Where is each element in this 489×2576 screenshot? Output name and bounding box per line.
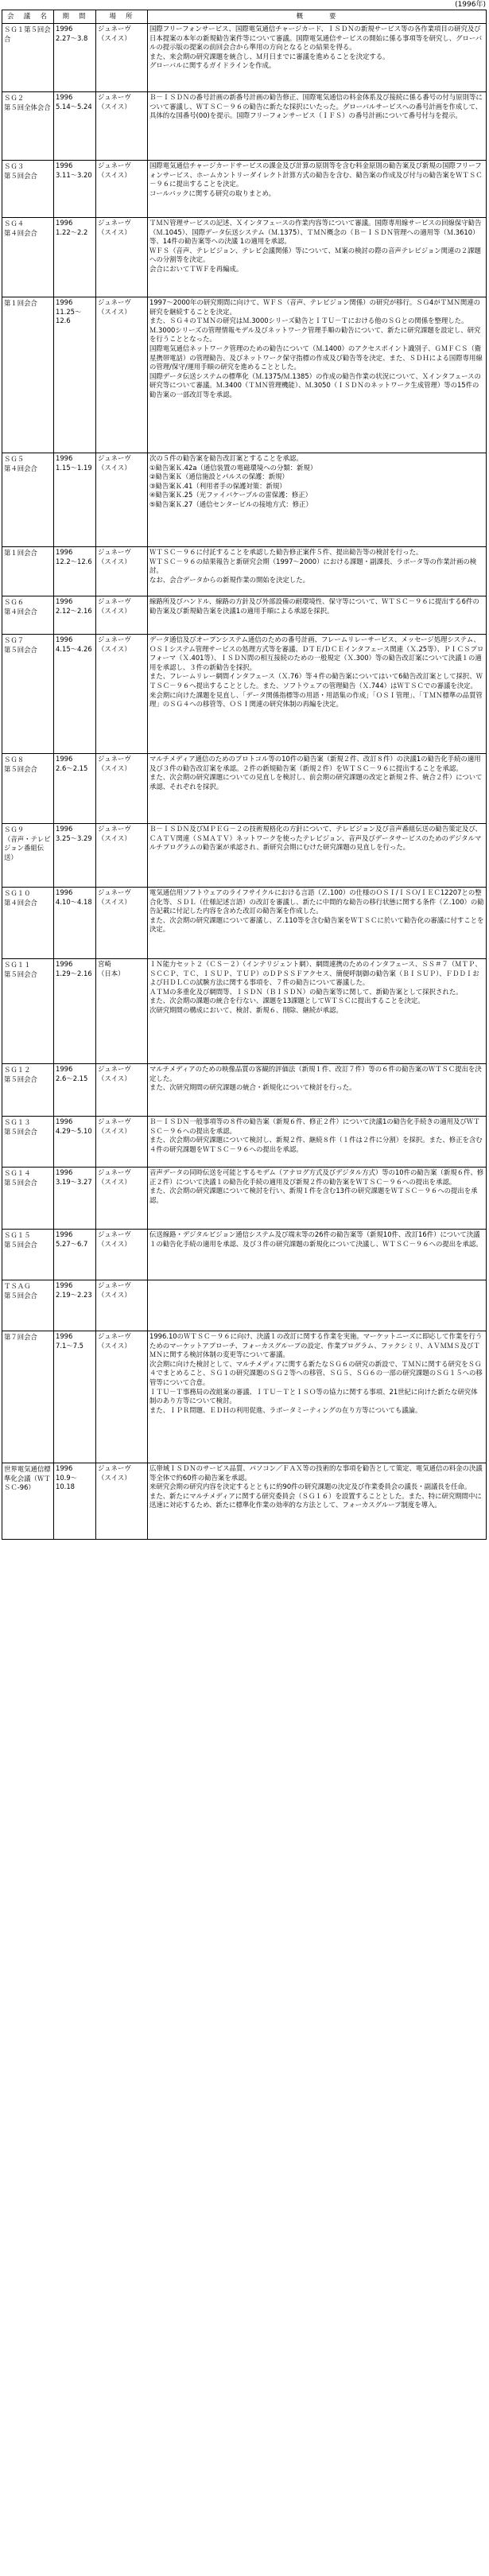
place-cell: ジュネーヴ （スイス） — [96, 161, 148, 218]
table-row — [2, 547, 487, 596]
conference-name-cell: ＳＧ１０ 第４回会合 — [2, 888, 54, 959]
summary-paragraph: また、来会期の研究課題を統合し、Ｍ月日までに審議を進めることを決定する。 — [149, 52, 390, 60]
place-cell: ジュネーヴ （スイス） — [96, 297, 148, 453]
table-row — [2, 959, 487, 1064]
summary-paragraph: また、次会期の課題の統合を行ない、課題を13課題としてＷＴＳＣに提出することを決定。 — [149, 997, 425, 1005]
place-cell: ジュネーヴ （スイス） — [96, 888, 148, 959]
period-cell: 1996 5.14〜5.24 — [54, 92, 96, 161]
conference-table — [2, 10, 487, 1540]
table-row — [2, 1280, 487, 1331]
period-cell: 1996 4.29〜5.10 — [54, 1117, 96, 1168]
summary-cell — [148, 24, 487, 92]
period-cell: 1996 7.1〜7.5 — [54, 1331, 96, 1463]
summary-paragraph: また、ＳＧ４のＴＭＮの研究はＭ.3000シリーズ勧告とＩＴＵ－Ｔにおける他のＳＧとの関係を整理した。Ｍ.3000シリーズの管理情報モデル及びネットワーク管理手順の勧告について、新たに研究課題を設定し、研究を行うこととなった。 — [149, 317, 481, 344]
table-row — [2, 161, 487, 218]
summary-paragraph: 伝送線路・デジタルビジョン通信システム及び端末等の26件の勧告案等（新規10件、改訂16件）について決議１の勧告化手続の適用を承認、及び３件の研究課題の新規化について決議し、ＷＴＳＣ－９６への提出を承認。 — [149, 1230, 483, 1248]
summary-paragraph: 音声データの同時伝送を可能とするモデム（アナログ方式及びデジタル方式）等の10件の勧告案（新規６件、修正２件）について決議１の勧告化手続の適用及び新規２件の勧告案をＷＴＳＣ－９６への提出を承認。 — [149, 1168, 484, 1186]
table-row — [2, 1331, 487, 1463]
period-cell: 1996 10.9〜10.18 — [54, 1463, 96, 1540]
summary-paragraph: ⑤勧告案Ｋ.27（通信センタービルの接地方式：修正） — [149, 499, 312, 508]
summary-paragraph: また、次研究期間の研究課題の統合・新規化について検討を行った。 — [149, 1083, 356, 1092]
period-cell: 1996 4.10〜4.18 — [54, 888, 96, 959]
table-header-row — [2, 10, 487, 24]
summary-paragraph: ＷＦＳ（音声、テレビジョン、テレビ会議関係）等について、Ｍ案の検討の際の音声テレビジョン関連の２課題への分割等を決定。 — [149, 246, 481, 264]
summary-paragraph: 国際電気通信チャージカードサービスの課金及び計算の原則等を含む料金原則の勧告案及び新規の国際フリーフォンサービス、ホームカントリーダイレクト計算方式の勧告を含む、勧告案の作成及び付与の勧告案をＷＴＳＣ－９６に提出することを決定。 — [149, 161, 483, 188]
place-cell: ジュネーヴ （スイス） — [96, 1280, 148, 1331]
place-cell: ジュネーヴ （スイス） — [96, 1331, 148, 1463]
conference-name-cell: ＳＧ２ 第５回全体会合 — [2, 92, 54, 161]
place-cell: ジュネーヴ （スイス） — [96, 1064, 148, 1117]
summary-cell — [148, 1331, 487, 1463]
summary-paragraph: 1996.10のＷＴＳＣ－９６に向け、決議１の改訂に関する作業を実施。マーケットニーズに即応して作業を行うためのマーケットアプローチ、フォーカスグループの設定、作業プログラム、ファクシミリ、ＡＶＭＭＳ及びＴＭＮに関する検討体制の変更等について審議。 — [149, 1332, 483, 1359]
place-cell: ジュネーヴ （スイス） — [96, 453, 148, 547]
place-cell: 宮崎 （日本） — [96, 959, 148, 1064]
conference-name-cell: ＳＧ１５ 第５回会合 — [2, 1230, 54, 1280]
place-cell: ジュネーヴ （スイス） — [96, 1168, 148, 1230]
summary-paragraph: また、次会期の研究課題についての見直しを検討し、前会期の研究課題の改定と新規２件、統合２件）について承認、それぞれを採択。 — [149, 773, 483, 791]
place-cell: ジュネーヴ （スイス） — [96, 24, 148, 92]
header-period: 期 間 — [54, 10, 96, 24]
summary-cell — [148, 1168, 487, 1230]
summary-paragraph: マルチメディア通信のためのプロトコル等の10件の勧告案（新規２件、改訂８件）の決議1の勧告化手続の適用及び３件の勧告改訂案を承認。２件の新規勧告案（新規２件）をＷＴＳＣ－９６に提出することを承認。 — [149, 755, 481, 772]
summary-cell — [148, 1230, 487, 1280]
summary-paragraph: 1997〜2000年の研究期間に向けて、ＷＦＳ（音声、テレビジョン関係）の研究が移行。ＳＧ4がＴＭＮ関連の研究を継続することを決定。 — [149, 298, 480, 316]
place-cell: ジュネーヴ （スイス） — [96, 547, 148, 596]
summary-cell — [148, 754, 487, 824]
summary-paragraph: 次会期に向けた検討として、マルチメディアに関する新たなＳＧ６の研究の新設で、ＴＭＮに関する研究をＳＧ４でまとめること、ＳＧ１の研究課題のＳＧ２等への移管、ＳＧ５、ＳＧ６の一部の研究課題のＳＧ１５への移管等について合意。 — [149, 1359, 483, 1386]
place-cell: ジュネーヴ （スイス） — [96, 596, 148, 635]
place-cell: ジュネーヴ （スイス） — [96, 1463, 148, 1540]
summary-paragraph: ＷＴＳＣ－９６の結果報告と新研究会期（1997〜2000）における課題・副課長、ラポータ等の作業計画の検討。 — [149, 557, 477, 575]
summary-paragraph: データ通信及びオープンシステム通信のための番号計画、フレームリレーサービス、メッセージ処理システム、ＯＳＩシステム管理サービスの処理方式等を審議、ＤＴＥ/ＤＣＥインタフェース関連（Ｘ.25等）、ＰＩＣＳプロフォーマ（Ｘ.401等）、ＩＳＤＮ間の相互接続のための一般規定（Ｘ.300）等の勧告改訂案について決議１の適用を承認し、３件の新勧告を採択。 — [149, 635, 484, 671]
period-cell: 1996 2.27〜3.8 — [54, 24, 96, 92]
conference-name-cell: 第１回会合 — [2, 297, 54, 453]
summary-paragraph: 来研究会期の研究内容を決定するとともに約90件の研究課題の決定及び作業委員会の議長・副議長を任命。 — [149, 1482, 472, 1491]
period-cell: 1996 2.6〜2.15 — [54, 1064, 96, 1117]
conference-name-cell: ＳＧ９ （音声・テレビジョン番組伝送） — [2, 824, 54, 888]
summary-cell — [148, 1117, 487, 1168]
table-row — [2, 824, 487, 888]
summary-paragraph: ④勧告案Ｋ.25（光ファイバケーブルの雷保護：修正） — [149, 491, 312, 499]
place-cell: ジュネーヴ （スイス） — [96, 1230, 148, 1280]
period-cell: 1996 12.2〜12.6 — [54, 547, 96, 596]
summary-paragraph: ＷＴＳＣ－９６に付託することを承認した勧告修正案件５件、提出勧告等の検討を行った。 — [149, 548, 423, 556]
summary-paragraph: また、ＩＰＲ問題、ＥＤＨの利用促進、ラポータミーティングの在り方等についても議論。 — [149, 1405, 422, 1414]
summary-paragraph: 国際電気通信ネットワーク管理のための勧告について（Ｍ.1400）のアクセスポイント識別子、ＧＭＦＣＳ（衛星携帯電話）の管理勧告、及びネットワーク保守指標の作成及び勧告等を決定、また、ＳＤＨによる国際専用線の管理/保守/運用手順の研究を進めることとした。 — [149, 344, 483, 371]
summary-paragraph: ＩＮ能力セット２（ＣＳ－２）（インテリジェント網）、網間連携のためのインタフェース、ＳＳ＃７（ＭＴＰ、ＳＣＣＰ、ＴＣ、ＩＳＵＰ、ＴＵＰ）のＤＰＳＳＦアクセス、簡便呼制御の勧告案（ＢＩＳＵＰ）、ＦＤＤＩおよびＨＤＬＣの試験方法に関する事項を、７件の勧告について審議した。 — [149, 960, 482, 987]
summary-cell — [148, 297, 487, 453]
summary-paragraph: ②勧告案Ｋ（通信施設とパルスの保護：新規） — [149, 472, 289, 481]
summary-paragraph: 次の５件の勧告案を勧告改訂案とすることを承認。 — [149, 454, 303, 462]
summary-paragraph: グローバルに関するガイドラインを作成。 — [149, 61, 276, 70]
table-row — [2, 453, 487, 547]
summary-paragraph: Ｂ－ＩＳＤＮの番号計画の新番号計画の勧告修正、国際電気通信の料金体系及び接続に係る番号の付与原則等について審議し、ＷＴＳＣ－９６の勧告に新たな採択にいたった。グローバルサービスへの番号計画を作成して、具体的な国番号(00)を提示。国際フリーフォンサービス（ＩＦＳ）の番号計画について番号付与を提示。 — [149, 93, 483, 120]
summary-cell — [148, 635, 487, 754]
header-place: 場 所 — [96, 10, 148, 24]
table-body — [2, 24, 487, 1540]
conference-name-cell: ＳＧ１３ 第５回会合 — [2, 1117, 54, 1168]
period-cell: 1996 2.19〜2.23 — [54, 1280, 96, 1331]
summary-cell — [148, 959, 487, 1064]
conference-name-cell: ＳＧ４ 第４回会合 — [2, 218, 54, 297]
summary-paragraph: Ｂ－ＩＳＤＮ一般事項等の８件の勧告案（新規６件、修正２件）について決議1の勧告化手続きの適用及びＷＴＳＣ－９６への提出を承認。 — [149, 1117, 480, 1135]
year-note: (1996年) — [455, 1, 486, 9]
summary-cell — [148, 218, 487, 297]
place-cell: ジュネーヴ （スイス） — [96, 824, 148, 888]
table-row — [2, 1117, 487, 1168]
conference-name-cell: 第７回会合 — [2, 1331, 54, 1463]
conference-name-cell: 第１回会合 — [2, 547, 54, 596]
period-cell: 1996 4.15〜4.26 — [54, 635, 96, 754]
summary-paragraph: また、フレームリレー網間インタフェース（Ｘ.76）等４件の勧告案についてはいて6勧告改訂案として採択、ＷＴＳＣ－９６へ提出することとした。また、ソフトウェアの管理勧告（Ｘ.744）はＷＴＳＣでの審議を決定。 — [149, 672, 483, 690]
summary-paragraph: マルチメディアのための映像品質の客観的評価法（新規１件、改訂７件）等の６件の勧告案のＷＴＳＣ提出を決定した。 — [149, 1065, 482, 1082]
place-cell: ジュネーヴ （スイス） — [96, 754, 148, 824]
summary-paragraph: ＡＴＭの多重化及び網間等、ＩＳＤＮ（ＢＩＳＤＮ）の勧告案等に関して、新勧告案として採択された。 — [149, 987, 463, 996]
period-cell: 1996 2.12〜2.16 — [54, 596, 96, 635]
summary-paragraph: ＩＴＵ－Ｔ事務局の改組案の審議、ＩＴＵ－ＴとＩＳＯ等の協力に関する事項、21世紀に向けた新たな研究体制のあり方等について検討。 — [149, 1387, 478, 1405]
table-row — [2, 888, 487, 959]
summary-cell — [148, 453, 487, 547]
conference-name-cell: ＳＧ５ 第４回会合 — [2, 453, 54, 547]
summary-cell — [148, 1280, 487, 1331]
summary-paragraph: なお、会合データからの新規作業の開始を決定した。 — [149, 575, 309, 584]
table-row — [2, 218, 487, 297]
conference-name-cell: 世界電気通信標準化会議（ＷＴＳＣ-96） — [2, 1463, 54, 1540]
table-row — [2, 92, 487, 161]
summary-paragraph: また、次会期の研究課題について検討し、新規２件、継続８件（１件は２件に分割）を採択。また、修正を含む４件の研究課題をＷＴＳＣ－９６への提出を承認。 — [149, 1136, 483, 1153]
summary-paragraph: コールバックに関する研究の取りまとめ。 — [149, 188, 276, 197]
conference-name-cell: ＳＧ６ 第４回会合 — [2, 596, 54, 635]
period-cell: 1996 3.11〜3.20 — [54, 161, 96, 218]
period-cell: 1996 11.25〜12.6 — [54, 297, 96, 453]
summary-cell — [148, 547, 487, 596]
table-row — [2, 596, 487, 635]
summary-paragraph: 次研究期間の構成において、検討、新規６、削除、継続が承認。 — [149, 1005, 343, 1014]
summary-cell — [148, 1463, 487, 1540]
period-cell: 1996 1.15〜1.19 — [54, 453, 96, 547]
summary-cell — [148, 888, 487, 959]
period-cell: 1996 2.6〜2.15 — [54, 754, 96, 824]
table-row — [2, 24, 487, 92]
table-row — [2, 1463, 487, 1540]
header-summary: 概 要 — [148, 10, 487, 24]
conference-name-cell: ＳＧ１２ 第５回会合 — [2, 1064, 54, 1117]
summary-paragraph: 線路所及びハンドル、線路の方針及び外部設備の耐環境性、保守等について、ＷＴＳＣ－９６に提出する6件の勧告案及び新規勧告案を決議1の適用手順による承認を採択。 — [149, 597, 479, 615]
place-cell: ジュネーヴ （スイス） — [96, 1117, 148, 1168]
conference-name-cell: ＴＳＡＧ 第５回会合 — [2, 1280, 54, 1331]
summary-paragraph: また、次会期の研究課題について検討を行い、新規１件を含む13件の研究課題をＷＴＳＣ－９６への提出を承認。 — [149, 1187, 478, 1204]
summary-paragraph: ＴＭＮ管理サービスの記述、Ｘインタフェースの作業内容等について審議。国際専用線サービスの回線保守勧告（Ｍ.1045）、国際データ伝送システム（Ｍ.1375）、ＴＭＮ概念の（Ｂ－ＩＳＤＮ管理への適用等（Ｍ.3610）等、14件の勧告案等への決議 1の適用を承認。 — [149, 219, 482, 246]
summary-paragraph: Ｂ－ＩＳＤＮ及びＭＰＥＧ－２の技術規格化の方針について、テレビジョン及び音声番組伝送の勧告策定及び、ＣＡＴＶ関連（ＳＭＡＴＶ）ネットワークを使ったテレビジョン、音声及びデータサービスのためのデジタルマルチプログラムの勧告案が承認され、新研究会期にむけた研究課題の見直しを行った。 — [149, 825, 482, 852]
summary-cell — [148, 596, 487, 635]
summary-paragraph: ③勧告案Ｋ.41（利用者手の保護対策：新規） — [149, 481, 286, 490]
conference-name-cell: ＳＧ１１ 第５回会合 — [2, 959, 54, 1064]
period-cell: 1996 1.22〜2.2 — [54, 218, 96, 297]
summary-paragraph: 国際データ伝送システムの標準化（Ｍ.1375/Ｍ.1385）の作成の勧告作業の状況について、Ｘインタフェースの研究等について審議。Ｍ.3400（ＴＭＮ管理機能）、Ｍ.3050（ＩＳＤＮのネットワーク生成管理）等の15件の勧告案の一部改訂等を承認。 — [149, 371, 481, 398]
summary-cell — [148, 824, 487, 888]
summary-paragraph: ①勧告案Ｋ.42a（通信装置の電磁環境への分類：新規） — [149, 463, 317, 472]
period-cell: 1996 5.27〜6.7 — [54, 1230, 96, 1280]
summary-cell — [148, 161, 487, 218]
summary-paragraph: 来会期に向けた課題を見直し、「データ関係指標等の用語・用語集の作成」「ＯＳＩ管理」、「ＴＭＮ標準の品質管理」のＳＧ４への移管等、ＯＳＩ関連の研究体制の再編を決定。 — [149, 690, 483, 709]
table-row — [2, 1168, 487, 1230]
summary-paragraph: また、新たにマルチメディアに関する研究委員会（ＳＧ１６）を設置することとした。また、特に研究期間中に迅速に対応するため、新たに標準化作業の効率的な方法として、フォーカスグループ制度を導入。 — [149, 1491, 482, 1509]
summary-paragraph: また、次会期の研究課題について審議し、Ｚ.110等を含む勧告案をＷＴＳＣに於いて勧告化の審議に付すことを決定。 — [149, 915, 484, 934]
conference-name-cell: ＳＧ７ 第５回会合 — [2, 635, 54, 754]
summary-paragraph: 会合においてＴＷＦを再編成。 — [149, 264, 243, 273]
place-cell: ジュネーヴ （スイス） — [96, 92, 148, 161]
header-conference: 会 議 名 — [2, 10, 54, 24]
summary-cell — [148, 1064, 487, 1117]
period-cell: 1996 3.25〜3.29 — [54, 824, 96, 888]
conference-name-cell: ＳＧ１４ 第５回会合 — [2, 1168, 54, 1230]
table-row — [2, 297, 487, 453]
place-cell: ジュネーヴ （スイス） — [96, 218, 148, 297]
summary-cell — [148, 92, 487, 161]
table-row — [2, 1064, 487, 1117]
summary-paragraph: 国際フリーフォンサービス、国際電気通信チャージカード、ＩＳＤＮの新規サービス等の各作業項目の研究及び日本提案の本年の新規勧告案件等について審議。国際電気通信サービスの開始に係る事項等を研究し、グローバルの提示版の提案の前回会合から準用の方向となるとの結果を得る。 — [149, 25, 483, 52]
summary-paragraph: 電気通信用ソフトウェアのライフサイクルにおける言語（Ｚ.100）の仕様のＯＳＩ/ＩＳＯ/ＩＥＣ12207との整合化等、ＳＤＬ（仕様記述言語）の改訂を審議し、新たに中間的な勧告の移行状態に関する条件（Ｚ.100）の勧告記載に付記した内容を含めた改訂の勧告案を作成した。 — [149, 888, 484, 915]
summary-paragraph: 広帯域ＩＳＤＮのサービス品質、パソコン／ＦＡＸ等の技術的な事項を勧告として策定、電気通信の料金の決議等全体で約60件の勧告案を承認。 — [149, 1464, 483, 1482]
table-row — [2, 1230, 487, 1280]
table-row — [2, 754, 487, 824]
conference-name-cell: ＳＧ３ 第５回会合 — [2, 161, 54, 218]
table-row — [2, 635, 487, 754]
place-cell: ジュネーヴ （スイス） — [96, 635, 148, 754]
conference-name-cell: ＳＧ１第５回会合 — [2, 24, 54, 92]
conference-name-cell: ＳＧ８ 第５回会合 — [2, 754, 54, 824]
period-cell: 1996 1.29〜2.16 — [54, 959, 96, 1064]
period-cell: 1996 3.19〜3.27 — [54, 1168, 96, 1230]
